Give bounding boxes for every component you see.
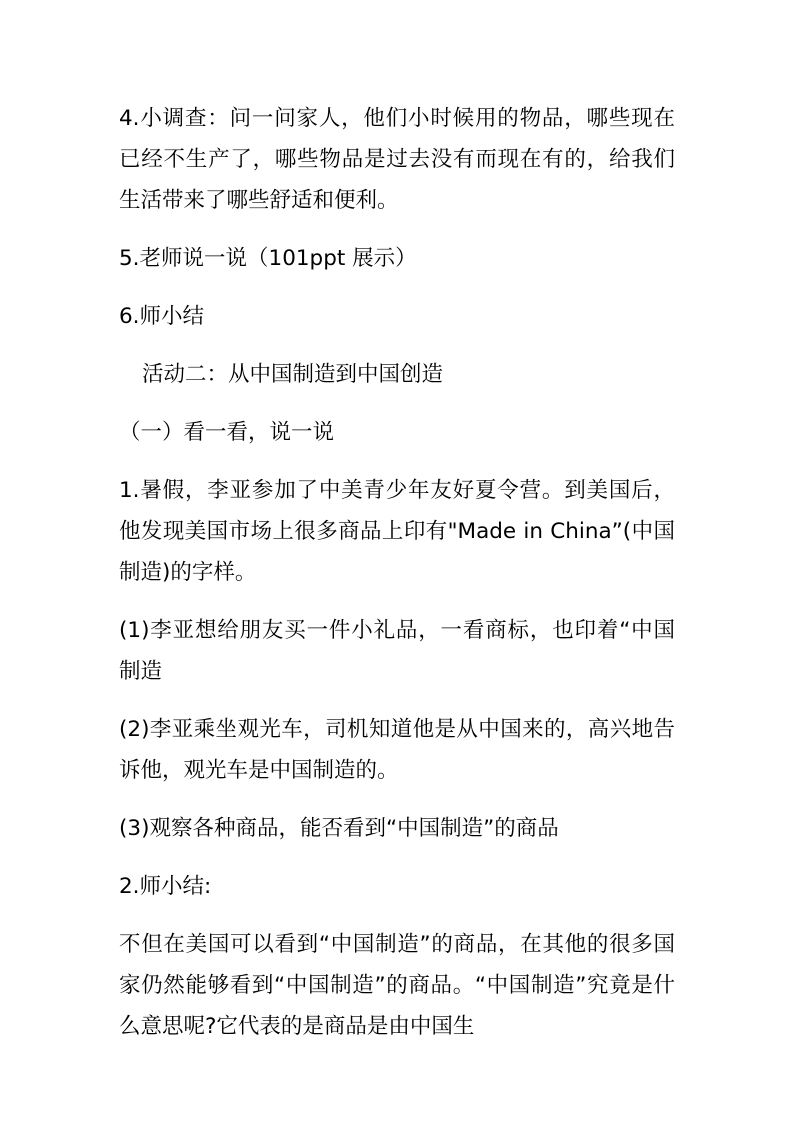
paragraph-teacher-summary: 6.师小结: [119, 304, 205, 329]
paragraph-teacher-summary-2: 2.师小结:: [119, 874, 212, 899]
paragraph-summer-camp: 1.暑假，李亚参加了中美青少年友好夏令营。到美国后，他发现美国市场上很多商品上印有"Made in China”(中国制造)的字样。: [119, 478, 675, 585]
paragraph-observe-goods: (3)观察各种商品，能否看到“中国制造”的商品: [119, 816, 559, 841]
paragraph-sightseeing-bus: (2)李亚乘坐观光车，司机知道他是从中国来的，高兴地告诉他，观光车是中国制造的。: [119, 717, 675, 783]
paragraph-gift: (1)李亚想给朋友买一件小礼品，一看商标，也印着“中国制造: [119, 618, 675, 684]
document-body: [119, 98, 675, 1047]
activity-two-heading: 活动二：从中国制造到中国创造: [142, 362, 444, 387]
paragraph-teacher-explain: 5.老师说一说（101ppt 展示）: [119, 246, 417, 271]
paragraph-made-in-china: 不但在美国可以看到“中国制造”的商品，在其他的很多国家仍然能够看到“中国制造”的商品。“中国制造”究竟是什么意思呢?它代表的是商品是由中国生: [119, 932, 675, 1039]
section-look-and-say: （一）看一看，说一说: [119, 420, 335, 445]
paragraph-survey: 4.小调查：问一问家人，他们小时候用的物品，哪些现在已经不生产了，哪些物品是过去没有而现在有的，给我们生活带来了哪些舒适和便利。: [119, 106, 675, 213]
